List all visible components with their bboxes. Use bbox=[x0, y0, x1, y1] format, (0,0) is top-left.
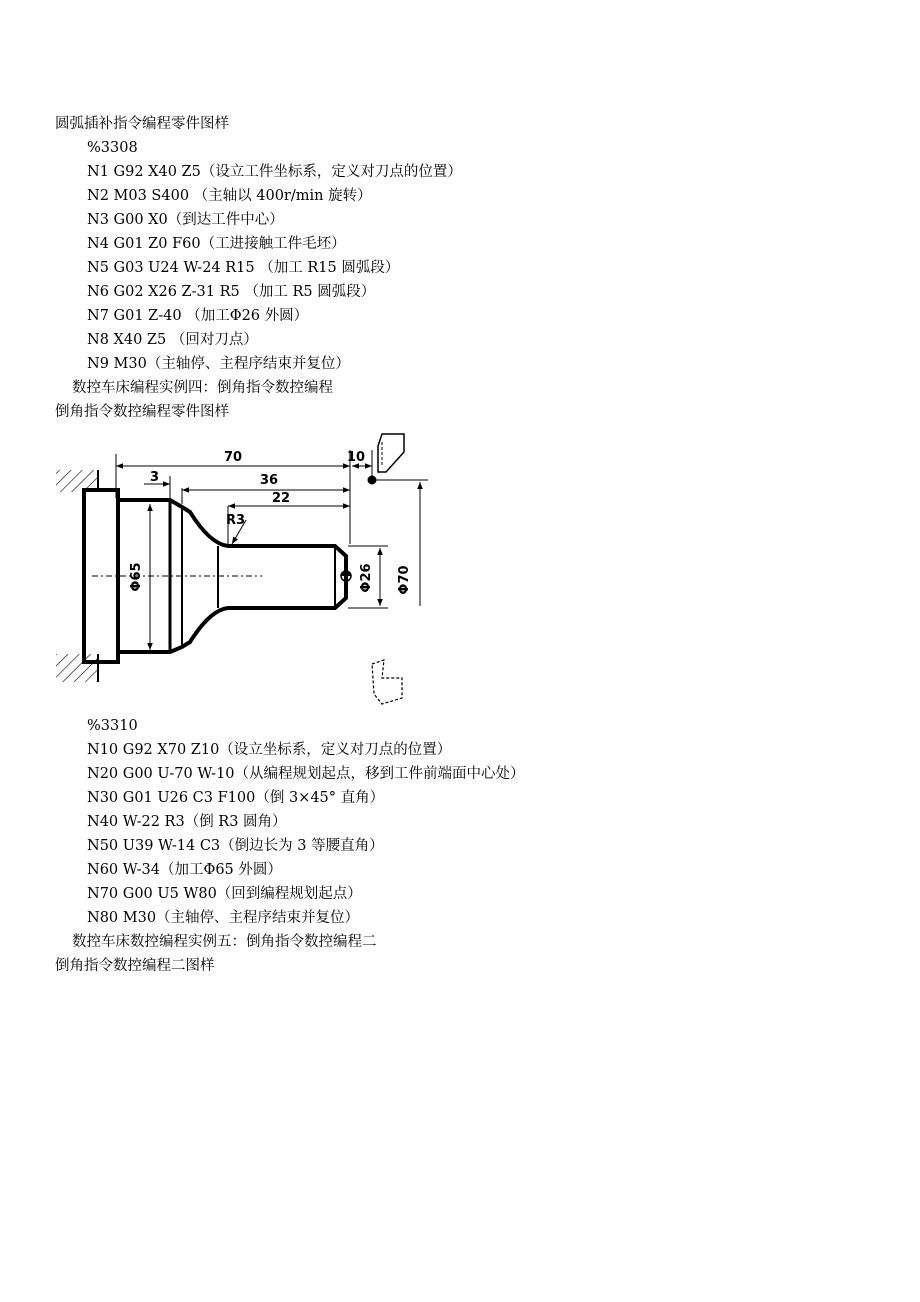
dim-22: 22 bbox=[272, 491, 291, 506]
program1-line-7: N7 G01 Z-40 （加工Φ26 外圆） bbox=[87, 308, 309, 324]
dim-phi26: Φ26 bbox=[359, 563, 374, 593]
dim-phi70: Φ70 bbox=[397, 565, 412, 595]
program2-line-6: N60 W-34（加工Φ65 外圆） bbox=[87, 862, 282, 878]
program1-line-3: N3 G00 X0（到达工件中心） bbox=[87, 212, 284, 228]
program1-line-2: N2 M03 S400 （主轴以 400r/min 旋转） bbox=[87, 188, 372, 204]
program1-line-8: N8 X40 Z5 （回对刀点） bbox=[87, 332, 258, 348]
program2-number: %3310 bbox=[87, 718, 138, 734]
program1-number: %3308 bbox=[87, 140, 138, 156]
heading-chamfer2-drawing: 倒角指令数控编程二图样 bbox=[55, 958, 215, 974]
example5-title: 数控车床数控编程实例五：倒角指令数控编程二 bbox=[72, 934, 377, 950]
dim-70: 70 bbox=[224, 450, 243, 465]
program1-line-1: N1 G92 X40 Z5（设立工件坐标系，定义对刀点的位置） bbox=[87, 164, 462, 180]
chamfer-part-drawing bbox=[52, 432, 452, 710]
program1-line-5: N5 G03 U24 W-24 R15 （加工 R15 圆弧段） bbox=[87, 260, 400, 276]
program1-line-9: N9 M30（主轴停、主程序结束并复位） bbox=[87, 356, 350, 372]
dim-r3: R3 bbox=[226, 513, 246, 528]
part-outline bbox=[84, 490, 346, 662]
chuck-jaws bbox=[56, 470, 98, 682]
dim-phi65: Φ65 bbox=[129, 562, 144, 592]
tool-holder-top bbox=[368, 434, 404, 484]
program2-line-7: N70 G00 U5 W80（回到编程规划起点） bbox=[87, 886, 362, 902]
dim-10: 10 bbox=[347, 450, 366, 465]
program2-line-8: N80 M30（主轴停、主程序结束并复位） bbox=[87, 910, 360, 926]
program2-line-4: N40 W-22 R3（倒 R3 圆角） bbox=[87, 814, 287, 830]
program2-line-5: N50 U39 W-14 C3（倒边长为 3 等腰直角） bbox=[87, 838, 384, 854]
program2-line-3: N30 G01 U26 C3 F100（倒 3×45° 直角） bbox=[87, 790, 385, 806]
heading-arc-drawing: 圆弧插补指令编程零件图样 bbox=[55, 116, 229, 132]
example4-title: 数控车床编程实例四：倒角指令数控编程 bbox=[72, 380, 333, 396]
program1-line-4: N4 G01 Z0 F60（工进接触工件毛坯） bbox=[87, 236, 346, 252]
dim-36: 36 bbox=[260, 473, 279, 488]
dim-3: 3 bbox=[150, 470, 160, 485]
tool-holder-bottom bbox=[372, 660, 402, 704]
heading-chamfer-drawing: 倒角指令数控编程零件图样 bbox=[55, 404, 229, 420]
program2-line-1: N10 G92 X70 Z10（设立坐标系，定义对刀点的位置） bbox=[87, 742, 452, 758]
program2-line-2: N20 G00 U-70 W-10（从编程规划起点，移到工件前端面中心处） bbox=[87, 766, 525, 782]
program1-line-6: N6 G02 X26 Z-31 R5 （加工 R5 圆弧段） bbox=[87, 284, 376, 300]
